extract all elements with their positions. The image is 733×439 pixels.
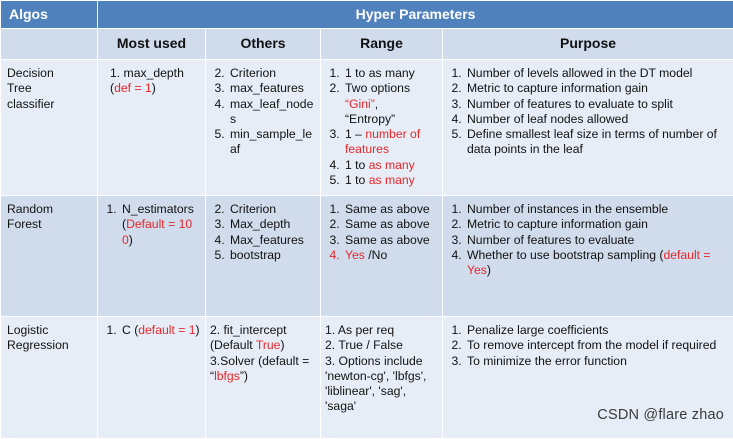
algo-cell — [1, 196, 98, 317]
list-item: 2. Criterion — [228, 202, 316, 217]
algo-cell — [1, 317, 98, 439]
purpose-list — [447, 202, 729, 278]
list-item: 5. bootstrap — [228, 248, 316, 263]
list-item: 3. Number of features to evaluate — [465, 233, 729, 248]
range-cell — [321, 196, 443, 317]
algo-line: Logistic — [7, 323, 93, 338]
header-row — [1, 1, 733, 29]
watermark: CSDN @flare zhao — [597, 407, 724, 423]
list-item: 3. 1 – number of features — [343, 127, 438, 158]
algo-line: Random — [7, 202, 93, 217]
most-used-cell — [98, 60, 206, 196]
list-item: 4. max_leaf_nodes — [228, 97, 316, 128]
most-used-cell — [98, 317, 206, 439]
purpose-cell — [443, 60, 733, 196]
header-algos: Algos — [1, 1, 98, 29]
others-line: 2. fit_intercept — [210, 323, 316, 338]
algo-line: Forest — [7, 217, 93, 232]
list-item: 4. 1 to as many — [343, 158, 438, 173]
subheader-purpose: Purpose — [443, 29, 733, 60]
others-line: 3.Solver (default = “lbfgs”) — [210, 354, 316, 385]
list-item: 3. To minimize the error function — [465, 354, 729, 369]
subheader-empty — [1, 29, 98, 60]
others-cell — [206, 317, 321, 439]
algo-line: Decision — [7, 66, 93, 81]
list-item: 5. Define smallest leaf size in terms of number of data points in the leaf — [465, 127, 729, 158]
table-row-decision-tree — [1, 60, 733, 196]
others-cell — [206, 60, 321, 196]
others-cell — [206, 196, 321, 317]
list-item: 2. Metric to capture information gain — [465, 217, 729, 232]
range-cell — [321, 317, 443, 439]
list-item: 3. Same as above — [343, 233, 438, 248]
subheader-others: Others — [206, 29, 321, 60]
list-item: 4. Max_features — [228, 233, 316, 248]
list-item: 2. To remove intercept from the model if required — [465, 338, 729, 353]
algo-cell — [1, 60, 98, 196]
list-item: 3. Max_depth — [228, 217, 316, 232]
list-item: 2. Same as above — [343, 217, 438, 232]
algo-line: Tree — [7, 81, 93, 96]
table-row-random-forest — [1, 196, 733, 317]
list-item: 1. Same as above — [343, 202, 438, 217]
subheader-range: Range — [321, 29, 443, 60]
most-used-list — [102, 202, 201, 248]
list-item: 3. max_features — [228, 81, 316, 96]
list-item: 2. Criterion — [228, 66, 316, 81]
header-hyper-parameters: Hyper Parameters — [98, 1, 733, 29]
purpose-list — [447, 66, 729, 158]
list-item: 3. Number of features to evaluate to split — [465, 97, 729, 112]
list-item: 2. Two options “Gini”, “Entropy” — [343, 81, 438, 127]
most-used-param: 1. max_depth — [110, 66, 201, 81]
range-line: 2. True / False — [325, 338, 438, 353]
list-item: 1. 1 to as many — [343, 66, 438, 81]
list-item: 1. Number of instances in the ensemble — [465, 202, 729, 217]
range-line: 1. As per req — [325, 323, 438, 338]
most-used-list — [102, 323, 201, 338]
range-line: 3. Options include 'newton-cg', 'lbfgs', 'liblinear', 'sag', 'saga' — [325, 354, 438, 415]
most-used-default: (def = 1) — [110, 81, 201, 96]
range-cell — [321, 60, 443, 196]
range-list — [325, 202, 438, 263]
list-item: 4. Number of leaf nodes allowed — [465, 112, 729, 127]
algo-line: classifier — [7, 97, 93, 112]
list-item: 5. 1 to as many — [343, 173, 438, 188]
most-used-cell — [98, 196, 206, 317]
list-item: 1. N_estimators (Default = 100) — [120, 202, 201, 248]
others-list — [210, 66, 316, 158]
list-item: 4. Whether to use bootstrap sampling (default = Yes) — [465, 248, 729, 279]
list-item: 1. C (default = 1) — [120, 323, 201, 338]
subheader-most-used: Most used — [98, 29, 206, 60]
list-item: 1. Number of levels allowed in the DT model — [465, 66, 729, 81]
list-item: 1. Penalize large coefficients — [465, 323, 729, 338]
range-list — [325, 66, 438, 188]
others-list — [210, 202, 316, 263]
subheader-row — [1, 29, 733, 60]
list-item: 5. min_sample_leaf — [228, 127, 316, 158]
others-line: (Default True) — [210, 338, 316, 353]
purpose-cell — [443, 196, 733, 317]
list-item: 2. Metric to capture information gain — [465, 81, 729, 96]
algo-line: Regression — [7, 338, 93, 353]
purpose-list — [447, 323, 729, 369]
list-item: 4. Yes /No — [343, 248, 438, 263]
